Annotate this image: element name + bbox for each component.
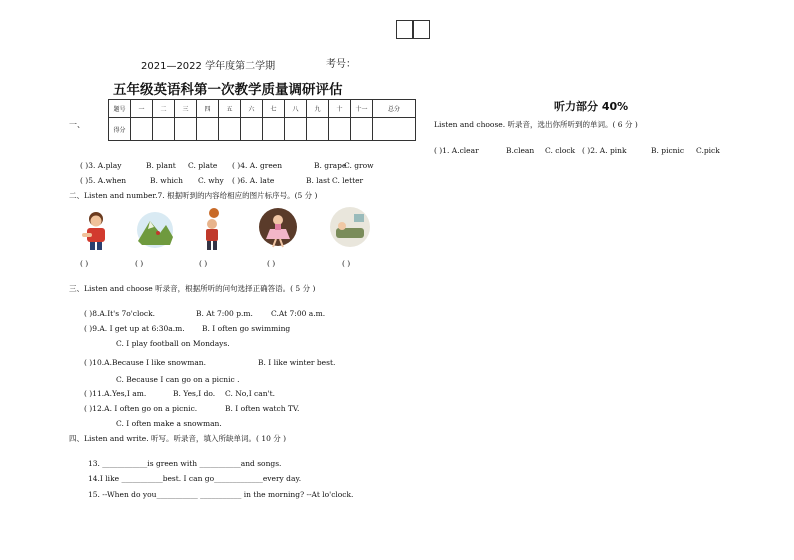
score-cell [241,118,263,141]
answer-bracket[interactable]: ( ) [342,259,351,268]
page-title: 五年级英语科第一次教学质量调研评估 [113,82,343,98]
option: B. which [150,176,183,185]
table-column-header: 九 [307,100,329,118]
table-label: 得分 [109,118,131,141]
table-column-header: 八 [285,100,307,118]
table-column-header: 六 [241,100,263,118]
table-column-header: 十一 [351,100,373,118]
option: C.pick [696,146,720,155]
option: B. I often watch TV. [225,404,300,413]
climbing-mountain-picture [136,211,174,249]
table-label: 题号 [109,100,131,118]
score-cell [307,118,329,141]
table-column-header: 十 [329,100,351,118]
table-column-header: 五 [219,100,241,118]
section3-instruction: 三、Listen and choose 听录音，根据所听的问句选择正确答语。( 5 分 ) [69,284,316,293]
score-cell [131,118,153,141]
option: B. plant [146,161,176,170]
table-column-header: 二 [153,100,175,118]
score-table-header-row [109,100,416,118]
option: C. I play football on Mondays. [116,339,230,348]
option: B. I like winter best. [258,358,336,367]
girl-dancing-picture [258,207,298,249]
option: C. plate [188,161,218,170]
option: C. Because I can go on a picnic . [116,375,240,384]
seat-box [413,20,430,39]
question-8: ( )8.A.It's 7o'clock. [84,309,156,318]
option: B. last [306,176,331,185]
option: B. grape [314,161,347,170]
table-column-header: 一 [131,100,153,118]
option: C. letter [332,176,364,185]
answer-bracket[interactable]: ( ) [135,259,144,268]
question-9: ( )9.A. I get up at 6:30a.m. [84,324,185,333]
option: C.At 7:00 a.m. [271,309,326,318]
answer-bracket[interactable]: ( ) [199,259,208,268]
question-4: ( )4. A. green [232,161,283,170]
boy-basketball-picture [198,207,228,251]
answer-bracket[interactable]: ( ) [80,259,89,268]
option: B. Yes,I do. [173,389,216,398]
question-14: 14.I like ___________best. I can go_____________every day. [88,474,302,483]
score-cell [153,118,175,141]
score-cell [219,118,241,141]
score-cell [329,118,351,141]
option: C. No,I can't. [225,389,276,398]
question-1: ( )1. A.clear [434,146,479,155]
listening-heading: 听力部分 40% [554,100,629,113]
question-6: ( )6. A. late [232,176,275,185]
question-13: 13. ____________is green with ___________and songs. [88,459,282,468]
score-cell [197,118,219,141]
question-3: ( )3. A.play [80,161,122,170]
exam-number-label: 考号： [326,59,356,70]
question-11: ( )11.A.Yes,I am. [84,389,147,398]
seat-number-boxes [396,20,432,40]
question-5: ( )5. A.when [80,176,127,185]
option: C. clock [545,146,576,155]
score-cell [175,118,197,141]
option: B. picnic [651,146,685,155]
sleeping-picture [328,206,372,248]
boy-eating-picture [78,209,114,251]
option: B. I often go swimming [202,324,291,333]
score-table [108,99,416,141]
section1-instruction: Listen and choose. 听录音，选出你所听到的单词。( 6 分 ) [434,120,638,129]
table-column-header: 四 [197,100,219,118]
score-cell [351,118,373,141]
option: B. At 7:00 p.m. [196,309,253,318]
option: C. why [198,176,224,185]
score-cell [373,118,416,141]
score-table-score-row [109,118,416,141]
question-15: 15. --When do you___________ ___________ in the morning? --At lo'clock. [88,490,354,499]
term-label: 2021—2022 学年度第二学期 [141,61,276,72]
question-2: ( )2. A. pink [582,146,627,155]
question-10: ( )10.A.Because I like snowman. [84,358,207,367]
option: B.clean [506,146,535,155]
table-column-header: 三 [175,100,197,118]
score-cell [263,118,285,141]
section2-instruction: 二、Listen and number.7. 根据听到的内容给相应的图片标序号。(5 分 ) [69,191,318,200]
question-12: ( )12.A. I often go on a picnic. [84,404,198,413]
table-column-header: 七 [263,100,285,118]
section1-number: 一、 [69,120,85,129]
answer-bracket[interactable]: ( ) [267,259,276,268]
option: C. I often make a snowman. [116,419,222,428]
option: C. grow [344,161,374,170]
seat-box [396,20,413,39]
section4-instruction: 四、Listen and write. 听写。听录音，填入所缺单词。( 10 分 ) [69,434,287,443]
table-column-header: 总分 [373,100,416,118]
score-cell [285,118,307,141]
